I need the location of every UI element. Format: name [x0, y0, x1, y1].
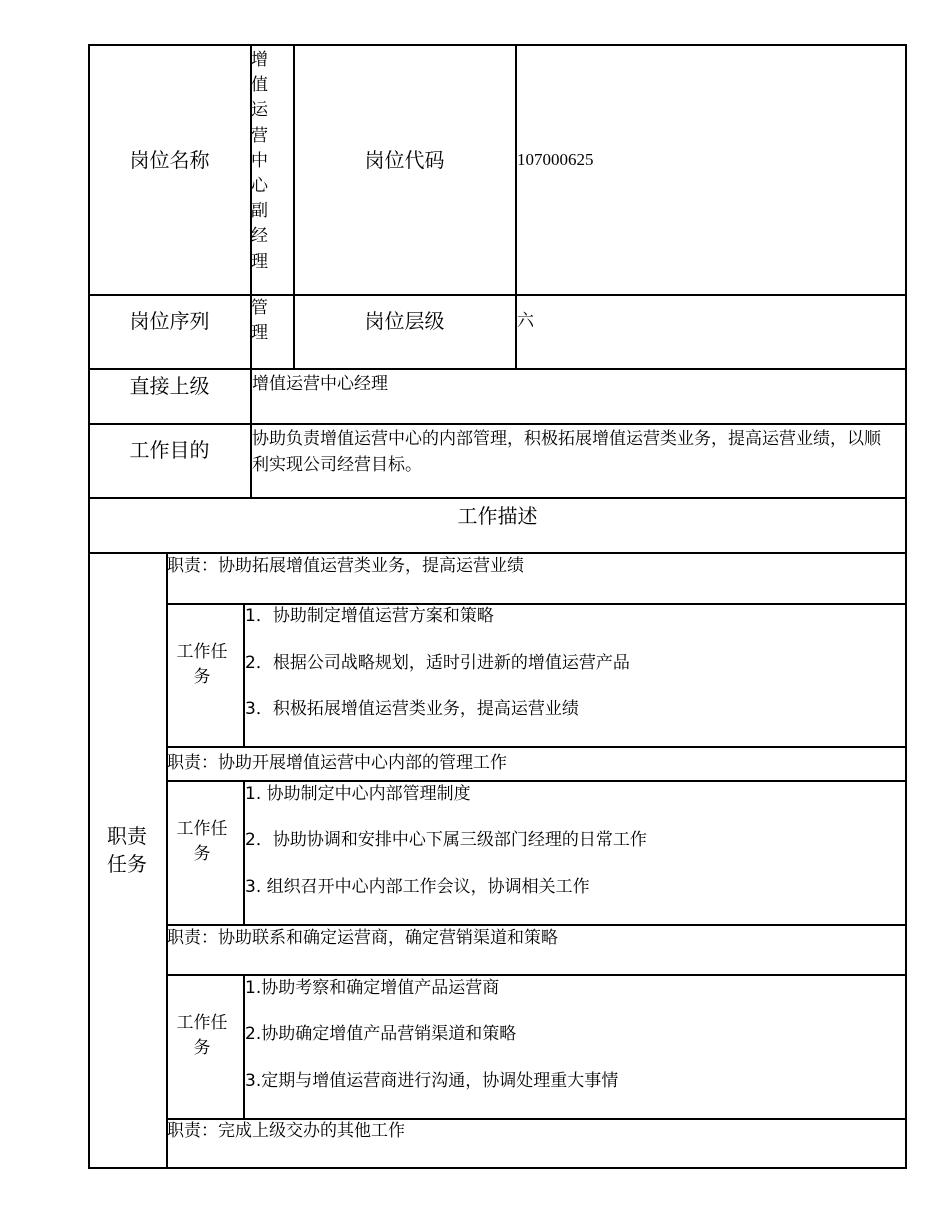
purpose-label: 工作目的	[129, 438, 210, 462]
task-item: 1. 协助制定中心内部管理制度	[245, 784, 471, 804]
task-label: 工作任务	[176, 819, 228, 864]
post-code-value: 107000625	[517, 150, 594, 169]
row-divider	[88, 368, 907, 370]
task-item: 3.定期与增值运营商进行沟通，协调处理重大事情	[245, 1071, 619, 1091]
superior-value: 增值运营中心经理	[252, 374, 388, 394]
post-level-value: 六	[517, 311, 534, 331]
post-level-label: 岗位层级	[364, 309, 445, 333]
task-item: 1．协助制定增值运营方案和策略	[245, 606, 494, 626]
superior-label: 直接上级	[129, 374, 210, 398]
row-divider	[166, 1118, 907, 1120]
task-label: 工作任务	[176, 642, 228, 687]
row-divider	[166, 780, 907, 782]
row-divider	[166, 974, 907, 976]
post-name-value: 增值运营中心副经理	[251, 50, 268, 272]
post-series-value: 管理	[251, 298, 268, 344]
duty-title: 职责：协助开展增值运营中心内部的管理工作	[167, 753, 507, 773]
duty-title: 职责：协助拓展增值运营类业务，提高运营业绩	[167, 556, 524, 576]
col-divider	[166, 552, 168, 1168]
task-item: 2．根据公司战略规划，适时引进新的增值运营产品	[245, 653, 630, 673]
task-item: 2.协助确定增值产品营销渠道和策略	[245, 1024, 517, 1044]
task-item: 1.协助考察和确定增值产品运营商	[245, 978, 500, 998]
post-code-label: 岗位代码	[364, 148, 445, 172]
row-divider	[166, 924, 907, 926]
row-divider	[88, 497, 907, 499]
description-title: 工作描述	[457, 504, 538, 528]
table-border-bottom	[88, 1167, 907, 1169]
post-name-label: 岗位名称	[129, 148, 210, 172]
row-divider	[88, 552, 907, 554]
table-border-right	[905, 44, 907, 1168]
task-item: 3．积极拓展增值运营类业务，提高运营业绩	[245, 699, 579, 719]
task-label: 工作任务	[176, 1013, 228, 1058]
row-divider	[166, 603, 907, 605]
duty-title: 职责：协助联系和确定运营商，确定营销渠道和策略	[167, 928, 558, 948]
row-divider	[88, 423, 907, 425]
row-divider	[166, 746, 907, 748]
table-border-top	[88, 44, 907, 46]
purpose-value: 协助负责增值运营中心的内部管理，积极拓展增值运营类业务，提高运营业绩，以顺利实现公司经营目标。	[252, 429, 881, 475]
row-divider	[88, 294, 907, 296]
duty-title: 职责：完成上级交办的其他工作	[167, 1121, 405, 1141]
duties-label: 职责任务	[107, 824, 147, 876]
table-border-left	[88, 44, 90, 1168]
task-item: 3. 组织召开中心内部工作会议，协调相关工作	[245, 877, 590, 897]
post-series-label: 岗位序列	[129, 309, 210, 333]
task-item: 2．协助协调和安排中心下属三级部门经理的日常工作	[245, 830, 647, 850]
